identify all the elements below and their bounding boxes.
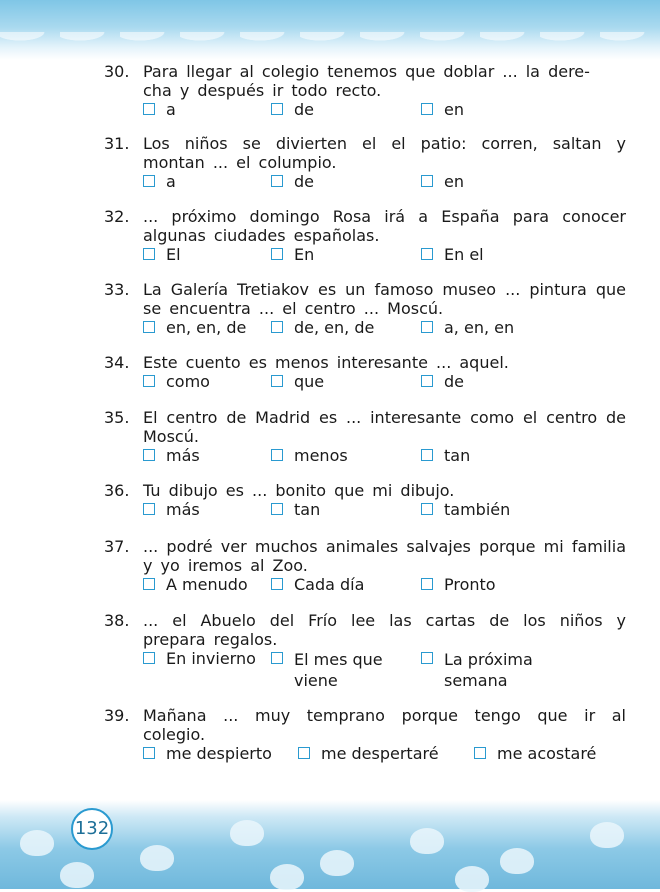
option-a[interactable] — [143, 500, 200, 519]
option-label: menos — [294, 446, 348, 465]
petal-decoration — [140, 845, 174, 871]
option-label: En — [294, 245, 315, 264]
question-36 — [104, 481, 626, 519]
checkbox-icon[interactable] — [421, 578, 433, 590]
checkbox-icon[interactable] — [271, 103, 283, 115]
question-text: La Galería Tretiakov es un famoso museo ... pintura que se encuentra ... el centro ... Moscú. — [143, 280, 626, 318]
option-label: La próxima semana — [444, 650, 533, 690]
answer-options — [143, 100, 626, 119]
option-a[interactable] — [143, 649, 256, 668]
petal-decoration — [455, 866, 489, 892]
petal-decoration — [60, 862, 94, 888]
question-text: Tu dibujo es ... bonito que mi dibujo. — [143, 481, 455, 500]
question-number: 38. — [104, 611, 130, 630]
question-number: 34. — [104, 353, 130, 372]
checkbox-icon[interactable] — [143, 503, 155, 515]
checkbox-icon[interactable] — [143, 449, 155, 461]
option-b[interactable] — [298, 744, 439, 763]
checkbox-icon[interactable] — [421, 175, 433, 187]
answer-options — [143, 500, 626, 519]
option-label: más — [166, 446, 200, 465]
checkbox-icon[interactable] — [143, 103, 155, 115]
question-number: 32. — [104, 207, 130, 226]
checkbox-icon[interactable] — [143, 375, 155, 387]
question-number: 30. — [104, 62, 130, 81]
option-label: de — [294, 100, 314, 119]
checkbox-icon[interactable] — [421, 652, 433, 664]
option-label: a, en, en — [444, 318, 515, 337]
question-text: Este cuento es menos interesante ... aquel. — [143, 353, 509, 372]
option-label: en — [444, 100, 464, 119]
question-30 — [104, 62, 626, 119]
option-label: de, en, de — [294, 318, 375, 337]
option-label: En invierno — [166, 649, 256, 668]
option-a[interactable] — [143, 318, 246, 337]
checkbox-icon[interactable] — [421, 503, 433, 515]
checkbox-icon[interactable] — [271, 175, 283, 187]
checkbox-icon[interactable] — [271, 449, 283, 461]
checkbox-icon[interactable] — [421, 103, 433, 115]
checkbox-icon[interactable] — [421, 449, 433, 461]
answer-options — [143, 372, 626, 391]
checkbox-icon[interactable] — [271, 321, 283, 333]
question-38 — [104, 611, 626, 689]
answer-options — [143, 172, 626, 191]
checkbox-icon[interactable] — [271, 375, 283, 387]
checkbox-icon[interactable] — [421, 321, 433, 333]
question-32 — [104, 207, 626, 264]
checkbox-icon[interactable] — [271, 248, 283, 260]
question-text: Para llegar al colegio tenemos que doblar ... la dere- cha y después ir todo recto. — [143, 62, 590, 100]
option-label: me despierto — [166, 744, 272, 763]
question-33 — [104, 280, 626, 337]
petal-decoration — [590, 822, 624, 848]
option-label: tan — [294, 500, 321, 519]
option-label: Pronto — [444, 575, 496, 594]
checkbox-icon[interactable] — [421, 248, 433, 260]
option-c[interactable] — [421, 649, 533, 691]
option-b[interactable] — [271, 649, 383, 691]
question-number: 31. — [104, 134, 130, 153]
question-37 — [104, 537, 626, 594]
question-39 — [104, 706, 626, 763]
question-number: 39. — [104, 706, 130, 725]
option-b[interactable] — [271, 500, 320, 519]
option-label: que — [294, 372, 325, 391]
option-c[interactable] — [421, 500, 510, 519]
question-text: ... próximo domingo Rosa irá a España para conocer algunas ciudades españolas. — [143, 207, 626, 245]
option-label: El — [166, 245, 181, 264]
option-c[interactable] — [421, 100, 464, 119]
option-label: como — [166, 372, 210, 391]
checkbox-icon[interactable] — [271, 503, 283, 515]
option-b[interactable] — [271, 446, 348, 465]
answer-options — [143, 245, 626, 264]
option-label: Cada día — [294, 575, 365, 594]
option-label: a — [166, 100, 176, 119]
checkbox-icon[interactable] — [143, 652, 155, 664]
checkbox-icon[interactable] — [474, 747, 486, 759]
checkbox-icon[interactable] — [143, 321, 155, 333]
answer-options — [143, 649, 626, 689]
option-c[interactable] — [421, 245, 484, 264]
question-text: El centro de Madrid es ... interesante como el centro de Moscú. — [143, 408, 626, 446]
answer-options — [143, 318, 626, 337]
question-number: 36. — [104, 481, 130, 500]
checkbox-icon[interactable] — [421, 375, 433, 387]
question-text: ... el Abuelo del Frío lee las cartas de los niños y prepara regalos. — [143, 611, 626, 649]
option-c[interactable] — [474, 744, 596, 763]
answer-options — [143, 575, 626, 594]
option-a[interactable] — [143, 446, 200, 465]
option-label: en — [444, 172, 464, 191]
option-a[interactable] — [143, 172, 176, 191]
option-b[interactable] — [271, 575, 364, 594]
option-c[interactable] — [421, 318, 514, 337]
question-34 — [104, 353, 626, 391]
petal-decoration — [230, 820, 264, 846]
option-label: de — [294, 172, 314, 191]
checkbox-icon[interactable] — [143, 248, 155, 260]
option-label: me despertaré — [321, 744, 439, 763]
petal-decoration — [320, 850, 354, 876]
checkbox-icon[interactable] — [271, 652, 283, 664]
question-31 — [104, 134, 626, 191]
option-b[interactable] — [271, 372, 324, 391]
option-b[interactable] — [271, 100, 314, 119]
option-c[interactable] — [421, 372, 464, 391]
option-label: tan — [444, 446, 471, 465]
option-label: El mes que viene — [294, 650, 383, 690]
checkbox-icon[interactable] — [143, 578, 155, 590]
petal-decoration — [500, 848, 534, 874]
question-number: 33. — [104, 280, 130, 299]
petal-decoration — [410, 828, 444, 854]
checkbox-icon[interactable] — [298, 747, 310, 759]
answer-options — [143, 446, 626, 465]
option-label: A menudo — [166, 575, 248, 594]
option-c[interactable] — [421, 575, 496, 594]
option-label: a — [166, 172, 176, 191]
option-a[interactable] — [143, 245, 181, 264]
checkbox-icon[interactable] — [143, 747, 155, 759]
question-number: 37. — [104, 537, 130, 556]
option-a[interactable] — [143, 575, 248, 594]
question-text: Los niños se divierten el el patio: corren, saltan y montan ... el columpio. — [143, 134, 626, 172]
option-label: más — [166, 500, 200, 519]
option-b[interactable] — [271, 172, 314, 191]
question-number: 35. — [104, 408, 130, 427]
option-label: de — [444, 372, 464, 391]
answer-options — [143, 744, 626, 763]
option-c[interactable] — [421, 172, 464, 191]
option-b[interactable] — [271, 245, 314, 264]
page-number: 132 — [71, 808, 113, 850]
question-35 — [104, 408, 626, 465]
option-label: también — [444, 500, 511, 519]
option-label: En el — [444, 245, 484, 264]
option-label: me acostaré — [497, 744, 597, 763]
option-c[interactable] — [421, 446, 470, 465]
checkbox-icon[interactable] — [271, 578, 283, 590]
petal-decoration — [20, 830, 54, 856]
option-b[interactable] — [271, 318, 374, 337]
option-a[interactable] — [143, 100, 176, 119]
petal-decoration — [270, 864, 304, 890]
option-label: en, en, de — [166, 318, 247, 337]
checkbox-icon[interactable] — [143, 175, 155, 187]
question-text: Mañana ... muy temprano porque tengo que ir al colegio. — [143, 706, 626, 744]
question-text: ... podré ver muchos animales salvajes porque mi familia y yo iremos al Zoo. — [143, 537, 626, 575]
option-a[interactable] — [143, 744, 272, 763]
top-decorative-band — [0, 0, 660, 60]
option-a[interactable] — [143, 372, 210, 391]
